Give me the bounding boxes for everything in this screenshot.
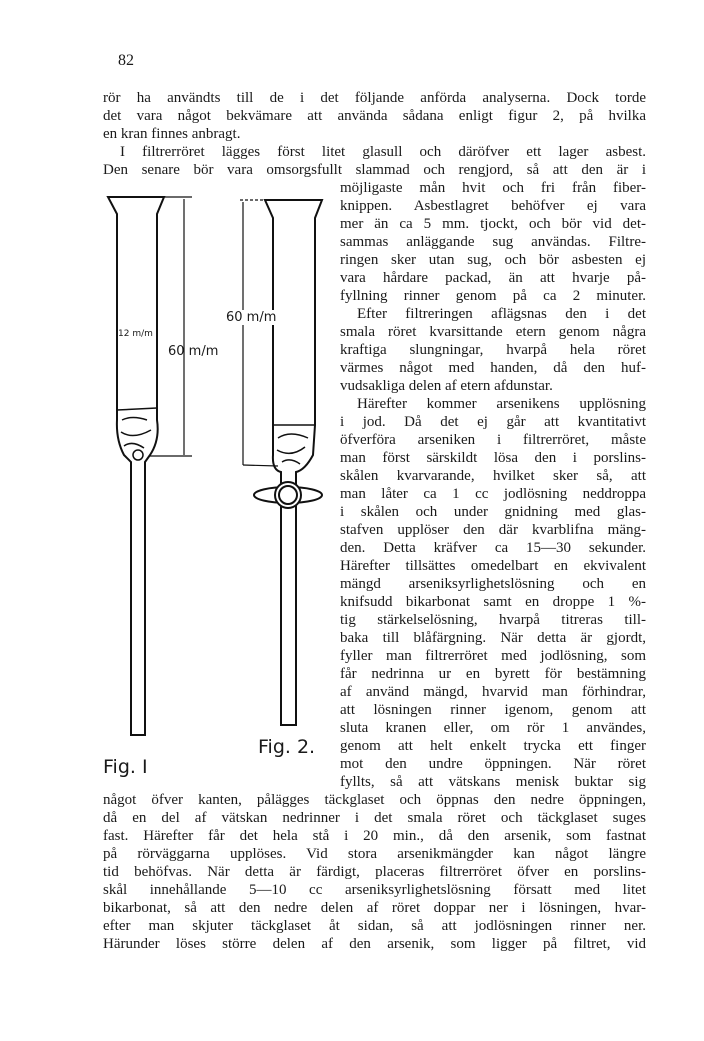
- text-line: den. Detta kräfver ca 15—30 sekunder.: [340, 540, 646, 556]
- text-line: att lösningen rinner igenom, genom att: [340, 702, 646, 718]
- text-line: något öfver kanten, pålägges täckglaset och öppnas den nedre öppningen,: [103, 792, 646, 808]
- text-line: värmes något med handen, då den huf-: [340, 360, 646, 376]
- text-line: fast. Härefter får det hela stå i 20 min., då den arsenik, som fastnat: [103, 828, 646, 844]
- text-line: knifsudd bikarbonat samt en droppe 1 %-: [340, 594, 646, 610]
- text-line: Härefter tillsättes omedelbart en ekvivalent: [340, 558, 646, 574]
- text-line: ringen sker utan sug, och bör asbesten ej: [340, 252, 646, 268]
- text-line: bikarbonat, så att den nedre delen af röret doppar ner i lösningen, hvar-: [103, 900, 646, 916]
- text-line: Efter filtreringen aflägsnas den i det: [357, 306, 646, 322]
- fig1-width-label: 12 m/m: [118, 329, 153, 339]
- text-line: tid behöfvas. När detta är färdigt, placeras filtrerröret öfver en porslins-: [103, 864, 646, 880]
- text-line: fyller man filtrerröret med jodlösning, som: [340, 648, 646, 664]
- text-line: i skålen och under gnidning med glas-: [340, 504, 646, 520]
- fig2-length-label: 60 m/m: [226, 310, 277, 325]
- text-line: mer än ca 5 mm. tjockt, och bör vid det-: [340, 216, 646, 232]
- text-line: Härefter kommer arsenikens upplösning: [357, 396, 646, 412]
- text-line: möjligaste mån hvit och fri från fiber-: [340, 180, 646, 196]
- text-line: skål innehållande 5—10 cc arseniksyrlighetslösning försatt med litet: [103, 882, 646, 898]
- text-line: knippen. Asbestlagret behöfver ej vara: [340, 198, 646, 214]
- text-line: tig stärkelselösning, hvarpå titreras till-: [340, 612, 646, 628]
- fig2-stopcock: [254, 482, 322, 508]
- text-line: efter man skjuter täckglaset åt sidan, så att jodlösningen rinner ner.: [103, 918, 646, 934]
- text-line: man först särskildt lösa den i porslins-: [340, 450, 646, 466]
- text-line: stafven upplöser den där kvarblifna mäng-: [340, 522, 646, 538]
- text-line: sluta kranen eller, om rör 1 användes,: [340, 720, 646, 736]
- fig2-caption: Fig. 2.: [258, 736, 316, 758]
- text-line: Härunder löses större delen af den arsenik, som ligger på filtret, vid: [103, 936, 646, 952]
- text-line: smala röret kvarsittande etern genom några: [340, 324, 646, 340]
- text-line: af använd mängd, hvarvid man förhindrar,: [340, 684, 646, 700]
- text-line: mot den undre öppningen. När röret: [340, 756, 646, 772]
- text-line: det vara något bekvämare att använda sådana enligt figur 2, på hvilka: [103, 108, 646, 124]
- text-line: man låter ca 1 cc jodlösning neddroppa: [340, 486, 646, 502]
- fig1-caption: Fig. I: [103, 756, 148, 778]
- text-line: i jod. Då det ej går att kvantitativt: [340, 414, 646, 430]
- text-line: skålen kvarvarande, hvilket sker så, att: [340, 468, 646, 484]
- text-line: mängd arseniksyrlighetslösning och en: [340, 576, 646, 592]
- text-line: vudsakliga delen af etern afdunstar.: [340, 378, 553, 394]
- text-line: rör ha användts till de i det följande anförda analyserna. Dock torde: [103, 90, 646, 106]
- fig2-filter-tube: [265, 200, 322, 725]
- text-line: öfverföra arseniken i filtrerröret, måste: [340, 432, 646, 448]
- text-line: sammas anläggande sug användas. Filtre-: [340, 234, 646, 250]
- text-line: I filtrerröret lägges först litet glasull och däröfver ett lager asbest.: [120, 144, 646, 160]
- text-line: baka till blåfärgning. När detta är gjordt,: [340, 630, 646, 646]
- text-line: fyllning rinner genom på ca 2 minuter.: [340, 288, 646, 304]
- text-line: får nedrinna ur en byrett för bestämning: [340, 666, 646, 682]
- text-line: kraftiga slungningar, hvarpå hela röret: [340, 342, 646, 358]
- text-line: vara hårdare packad, än att hvarje på-: [340, 270, 646, 286]
- text-line: genom att helt enkelt trycka ett finger: [340, 738, 646, 754]
- fig1-filter-tube: [108, 197, 164, 735]
- text-line: Den senare bör vara omsorgsfullt slammad och rengjord, så att den är i: [103, 162, 646, 178]
- text-line: då en del af vätskan nedrinner i det smala röret och täckglaset suges: [103, 810, 646, 826]
- text-line: på rörväggarna upplöses. Vid stora arsenikmängder kan något längre: [103, 846, 646, 862]
- fig1-length-label: 60 m/m: [168, 344, 219, 359]
- page-number: 82: [118, 52, 134, 69]
- text-line: en kran finnes anbragt.: [103, 126, 241, 142]
- text-line: fyllts, så att vätskans menisk buktar sig: [340, 774, 646, 790]
